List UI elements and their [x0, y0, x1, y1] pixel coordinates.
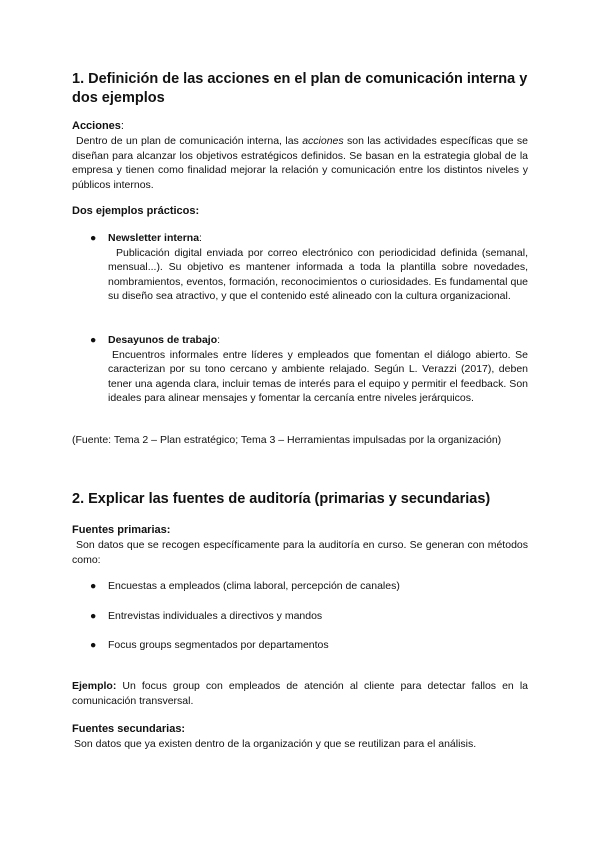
primarias-label: Fuentes primarias:	[72, 524, 171, 536]
method-item	[72, 638, 528, 653]
example-text: Encuentros informales entre líderes y empleados que fomentan el diálogo abierto. Se caracterizan por su tono cercano y ambiente relajado. Según L. Verazzi (2017), deben tener una agenda clara, incluir temas de interés para el equipo y permitir el feedback. Son ideales para alinear mensajes y fomentar la cercanía entre niveles jerárquicos.	[108, 348, 528, 405]
examples-list-2	[72, 333, 528, 406]
method-text: Encuestas a empleados (clima laboral, percepción de canales)	[108, 580, 400, 592]
bullet-icon: ●	[90, 580, 97, 592]
section-2-heading: 2. Explicar las fuentes de auditoría (primarias y secundarias)	[72, 491, 491, 507]
ejemplo-label: Ejemplo:	[72, 680, 117, 692]
example-title: Desayunos de trabajo	[108, 334, 218, 346]
acciones-label-colon: :	[120, 120, 124, 132]
acciones-label-text: Acciones	[72, 120, 121, 132]
fuente-text: (Fuente: Tema 2 – Plan estratégico; Tema 3 – Herramientas impulsadas por la organización)	[72, 434, 502, 446]
ejemplo-text: Un focus group con empleados de atención al cliente para detectar fallos en la comunicación transversal.	[72, 680, 528, 707]
example-text: Publicación digital enviada por correo electrónico con periodicidad definida (semanal, mensual...). Su objetivo es mantener informada a toda la plantilla sobre novedades, nombramientos, eventos, formación, reconocimientos o curiosidades. Es fundamental que su diseño sea atractivo, y que el contenido esté alineado con la cultura organizacional.	[108, 246, 528, 303]
methods-list-wrap	[72, 579, 528, 653]
method-text: Focus groups segmentados por departamentos	[108, 639, 329, 652]
example-title: Newsletter interna	[108, 232, 200, 244]
bullet-icon: ●	[90, 334, 97, 346]
methods-list	[72, 579, 528, 653]
acciones-paragraph	[72, 134, 528, 192]
examples-list-wrap-2	[72, 333, 528, 406]
bullet-icon: ●	[90, 609, 97, 622]
ejemplo-paragraph	[72, 679, 528, 708]
method-item	[72, 609, 528, 624]
ejemplos-label: Dos ejemplos prácticos:	[72, 205, 200, 217]
example-item-newsletter: ● Newsletter interna: Publicación digital enviada por correo electrónico con periodicidad definida (semanal, mensual...). Su objetivo es mantener informada a toda la plantilla sobre novedades, nombramientos, eventos, formación, reconocimientos o curiosidades. Es fundamental que su diseño sea atractivo, y que el contenido esté alineado con la cultura organizacional.	[90, 232, 528, 303]
section-1-heading: 1. Definición de las acciones en el plan de comunicación interna y dos ejemplos	[72, 71, 528, 106]
bullet-icon: ●	[90, 232, 97, 244]
primarias-block	[72, 523, 528, 567]
secundarias-block	[72, 722, 528, 752]
example-item-desayunos: ● Desayunos de trabajo: Encuentros informales entre líderes y empleados que fomentan el diálogo abierto. Se caracterizan por su tono cercano y ambiente relajado. Según L. Verazzi (2017), deben tener una agenda clara, incluir temas de interés para el equipo y permitir el feedback. Son ideales para alinear mensajes y fomentar la cercanía entre niveles jerárquicos.	[90, 334, 528, 405]
method-item	[72, 579, 528, 594]
acciones-text-b: son las actividades específicas que se diseñan para alcanzar los objetivos estratégicos definidos. Se basan en la estrategia global de la empresa y tienen como finalidad mejorar la relación y comunicación entre los distintos niveles y públicos internos.	[72, 135, 528, 191]
method-text: Entrevistas individuales a directivos y mandos	[108, 609, 323, 622]
examples-list	[72, 231, 528, 304]
acciones-block	[72, 119, 528, 192]
examples-list-wrap	[72, 231, 528, 304]
acciones-text-a: Dentro de un plan de comunicación interna, las	[76, 135, 303, 147]
bullet-icon: ●	[90, 639, 97, 652]
secundarias-paragraph: Son datos que ya existen dentro de la organización y que se reutilizan para el análisis.	[74, 738, 477, 750]
acciones-label	[72, 119, 528, 134]
secundarias-label: Fuentes secundarias:	[72, 723, 186, 735]
acciones-italic: acciones	[302, 135, 344, 147]
primarias-paragraph: Son datos que se recogen específicamente para la auditoría en curso. Se generan con métodos como:	[72, 539, 528, 566]
